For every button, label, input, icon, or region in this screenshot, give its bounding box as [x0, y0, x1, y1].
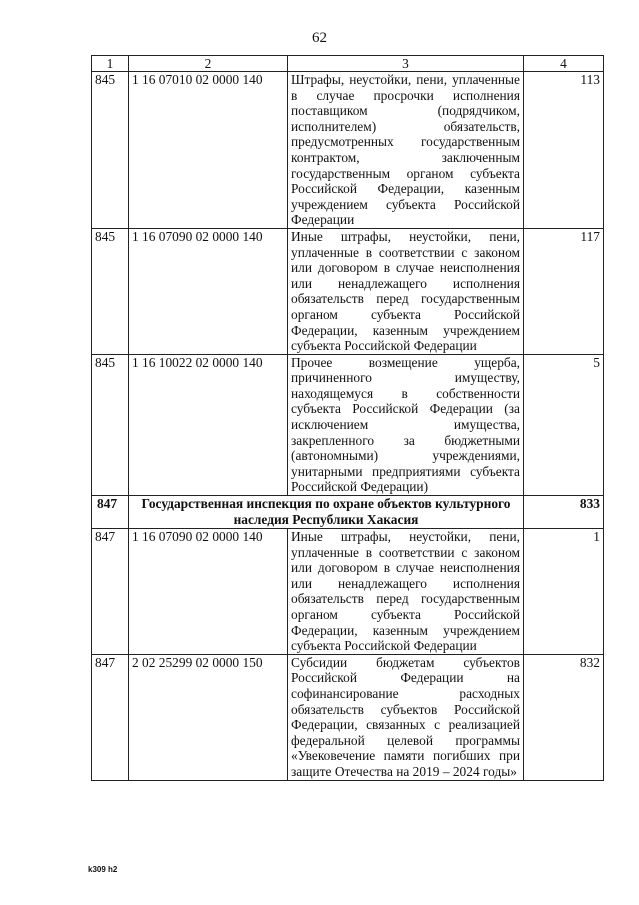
budget-code-cell: 2 02 25299 02 0000 150	[129, 654, 288, 780]
description-cell: Иные штрафы, неустойки, пени, уплаченные в соответствии с законом или договором в случае неисполнения или ненадлежащего исполнения обязательств перед государственным органом субъекта Российской Федерации, казенным учреждением субъекта Российской Федерации	[288, 228, 524, 354]
table-row	[92, 72, 604, 229]
column-header-amount: 4	[524, 56, 604, 72]
admin-code-cell: 847	[92, 496, 129, 529]
revenue-table	[91, 55, 604, 781]
description-cell: Штрафы, неустойки, пени, уплаченные в случае просрочки исполнения поставщиком (подрядчиком, исполнителем) обязательств, предусмотренных государственным контрактом, заключенным государственным органом субъекта Российской Федерации, казенным учреждением субъекта Российской Федерации	[288, 72, 524, 229]
amount-cell: 832	[524, 654, 604, 780]
table-row	[92, 654, 604, 780]
column-header-admin: 1	[92, 56, 129, 72]
budget-code-cell: 1 16 10022 02 0000 140	[129, 354, 288, 495]
admin-code-cell: 847	[92, 654, 129, 780]
admin-code-cell: 845	[92, 228, 129, 354]
description-cell: Иные штрафы, неустойки, пени, уплаченные в соответствии с законом или договором в случае неисполнения или ненадлежащего исполнения обязательств перед государственным органом субъекта Российской Федерации, казенным учреждением субъекта Российской Федерации	[288, 529, 524, 655]
admin-code-cell: 845	[92, 72, 129, 229]
table-row	[92, 354, 604, 495]
group-header-row	[92, 496, 604, 529]
table-header-row	[92, 56, 604, 72]
administrator-title: Государственная инспекция по охране объектов культурного наследия Республики Хакасия	[129, 496, 524, 529]
description-cell: Прочее возмещение ущерба, причиненного имуществу, находящемуся в собственности субъекта Российской Федерации (за исключением имущества, закрепленного за бюджетными (автономными) учреждениями, унитарными предприятиями субъекта Российской Федерации)	[288, 354, 524, 495]
amount-cell: 1	[524, 529, 604, 655]
budget-code-cell: 1 16 07090 02 0000 140	[129, 529, 288, 655]
description-cell: Субсидии бюджетам субъектов Российской Федерации на софинансирование расходных обязательств субъектов Российской Федерации, связанных с реализацией федеральной целевой программы «Увековечение памяти погибших при защите Отечества на 2019 – 2024 годы»	[288, 654, 524, 780]
admin-code-cell: 845	[92, 354, 129, 495]
admin-code-cell: 847	[92, 529, 129, 655]
table-row	[92, 529, 604, 655]
column-header-code: 2	[129, 56, 288, 72]
amount-cell: 113	[524, 72, 604, 229]
group-total-cell: 833	[524, 496, 604, 529]
column-header-description: 3	[288, 56, 524, 72]
budget-code-cell: 1 16 07090 02 0000 140	[129, 228, 288, 354]
amount-cell: 5	[524, 354, 604, 495]
table-row	[92, 228, 604, 354]
amount-cell: 117	[524, 228, 604, 354]
budget-code-cell: 1 16 07010 02 0000 140	[129, 72, 288, 229]
page-number: 62	[312, 30, 327, 46]
document-footer-code: k309 h2	[88, 865, 118, 874]
